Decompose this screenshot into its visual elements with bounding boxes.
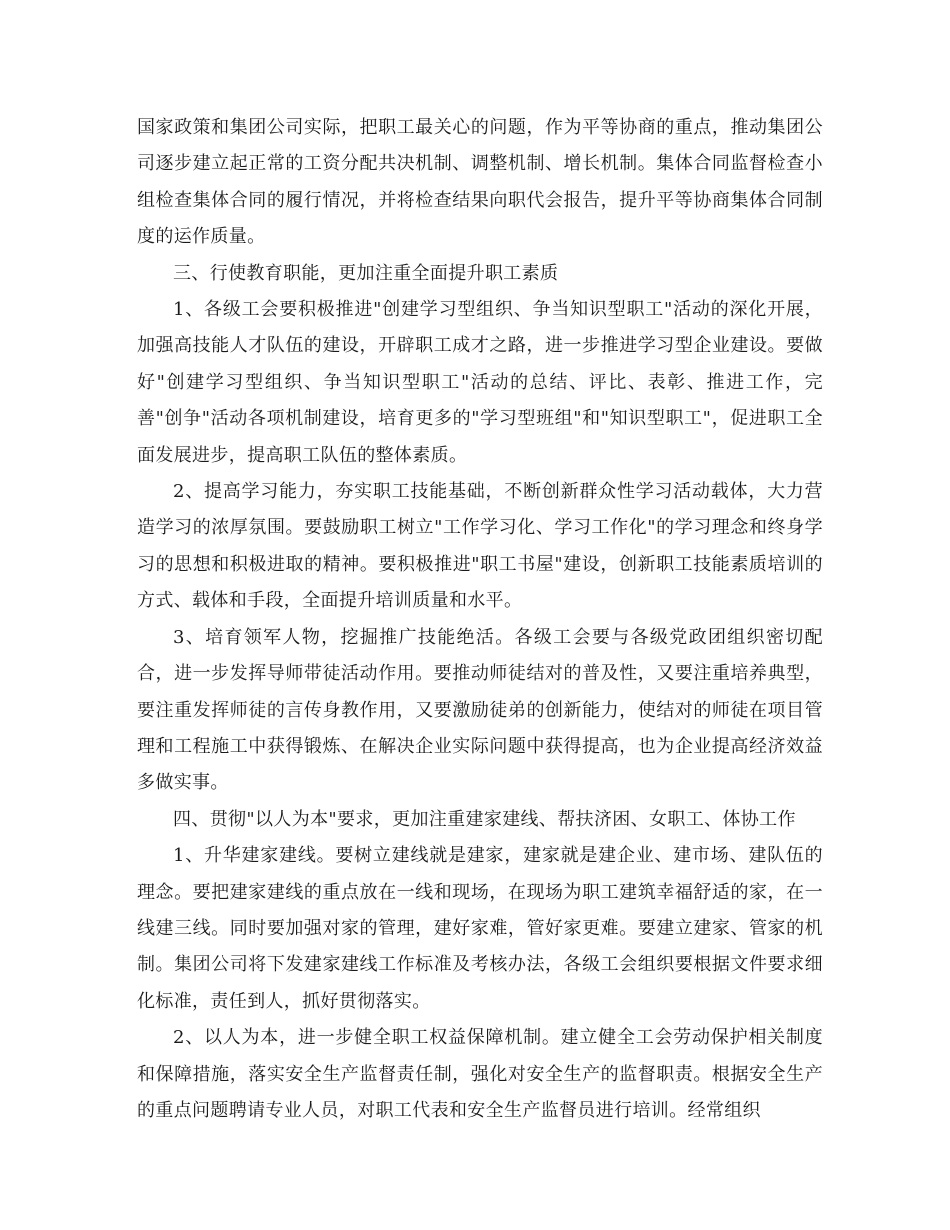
section-heading-people-oriented: 四、贯彻"以人为本"要求，更加注重建家建线、帮扶济困、女职工、体协工作 bbox=[173, 808, 796, 830]
paragraph-continuation: 国家政策和集团公司实际，把职工最关心的问题，作为平等协商的重点，推动集团公司逐步建立起正常的工资分配共决机制、调整机制、增长机制。集体合同监督检查小组检查集体合同的履行情况，并将检查结果向职代会报告，提升平等协商集体合同制度的运作质量。 bbox=[137, 117, 823, 248]
section-heading-education: 三、行使教育职能，更加注重全面提升职工素质 bbox=[173, 262, 559, 284]
paragraph-learning-organization: 1、各级工会要积极推进"创建学习型组织、争当知识型职工"活动的深化开展，加强高技能人才队伍的建设，开辟职工成才之路，进一步推进学习型企业建设。要做好"创建学习型组织、争当知识型职工"活动的总结、评比、表彰、推进工作，完善"创争"活动各项机制建设，培育更多的"学习型班组"和"知识型职工"，促进职工全面发展进步，提高职工队伍的整体素质。 bbox=[137, 299, 823, 466]
paragraph-learning-ability: 2、提高学习能力，夯实职工技能基础，不断创新群众性学习活动载体，大力营造学习的浓厚氛围。要鼓励职工树立"工作学习化、学习工作化"的学习理念和终身学习的思想和积极进取的精神。要积极推进"职工书屋"建设，创新职工技能素质培训的方式、载体和手段，全面提升培训质量和水平。 bbox=[137, 481, 823, 612]
document-body bbox=[137, 110, 823, 1129]
paragraph-home-building: 1、升华建家建线。要树立建线就是建家，建家就是建企业、建市场、建队伍的理念。要把建家建线的重点放在一线和现场，在现场为职工建筑幸福舒适的家，在一线建三线。同时要加强对家的管理，建好家难，管好家更难。要建立建家、管家的机制。集团公司将下发建家建线工作标准及考核办法，各级工会组织要根据文件要求细化标准，责任到人，抓好贯彻落实。 bbox=[137, 845, 823, 1012]
paragraph-rights-protection: 2、以人为本，进一步健全职工权益保障机制。建立健全工会劳动保护相关制度和保障措施，落实安全生产监督责任制，强化对安全生产的监督职责。根据安全生产的重点问题聘请专业人员，对职工代表和安全生产监督员进行培训。经常组织 bbox=[137, 1027, 823, 1121]
paragraph-leading-talent: 3、培育领军人物，挖掘推广技能绝活。各级工会要与各级党政团组织密切配合，进一步发挥导师带徒活动作用。要推动师徒结对的普及性，又要注重培养典型，要注重发挥师徒的言传身教作用，又要激励徒弟的创新能力，使结对的师徒在项目管理和工程施工中获得锻炼、在解决企业实际问题中获得提高，也为企业提高经济效益多做实事。 bbox=[137, 626, 823, 794]
